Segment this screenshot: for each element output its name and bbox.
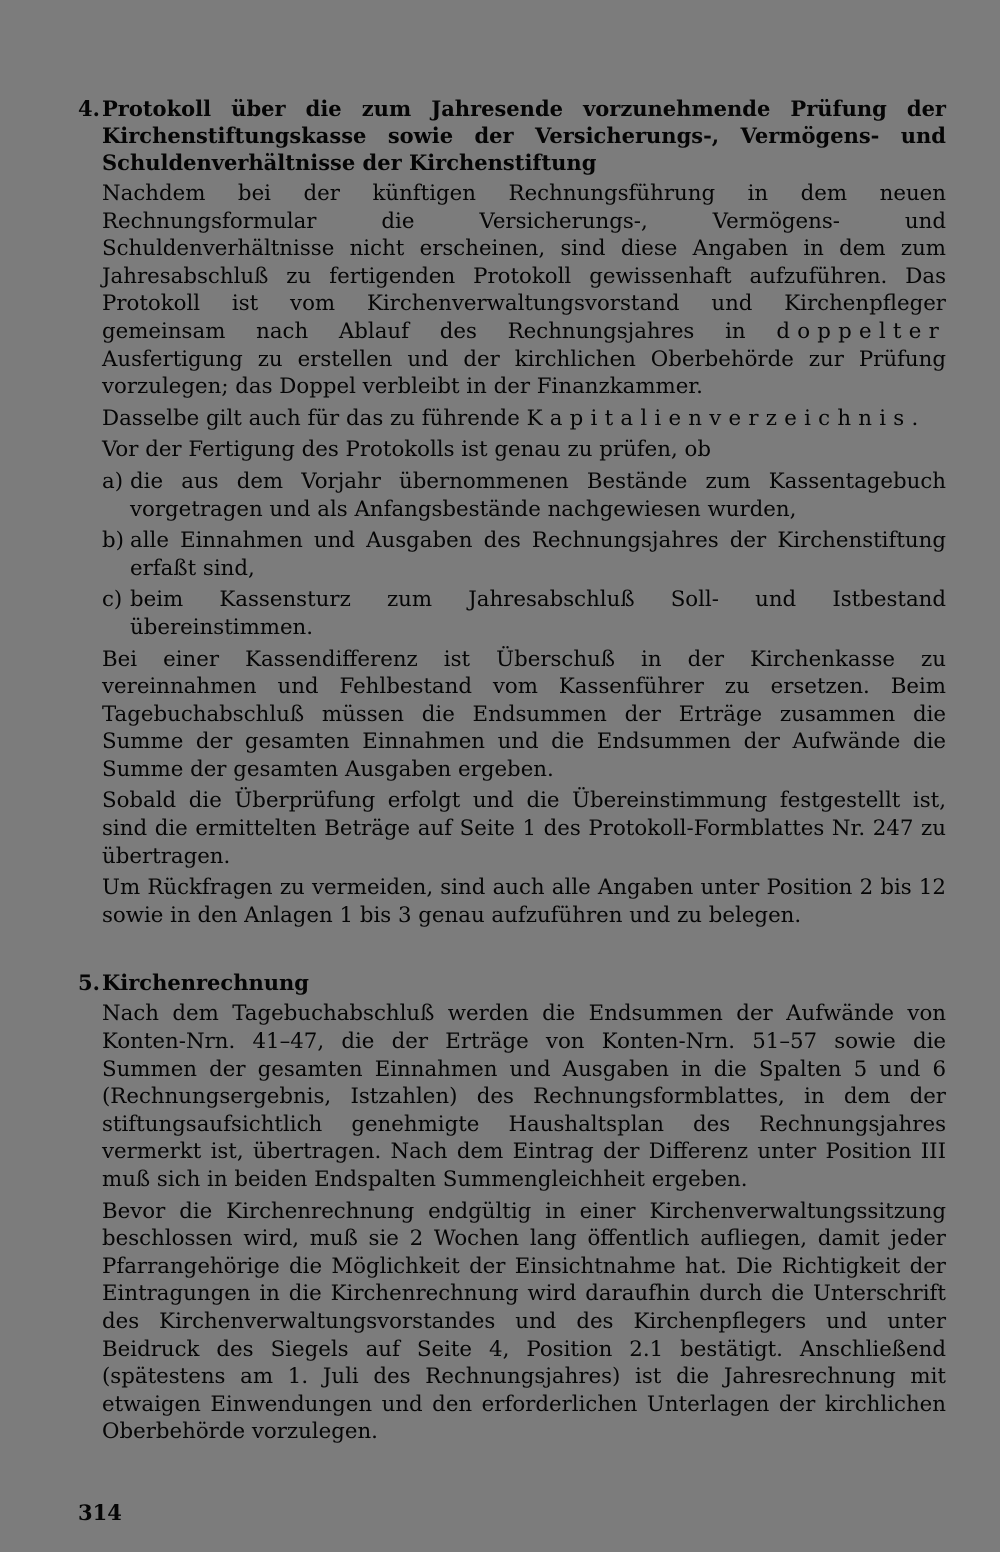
section-4 xyxy=(78,95,946,929)
list-item-text: die aus dem Vorjahr übernommenen Bestände zum Kassentagebuch vorgetragen und als Anfangsbestände nachgewiesen wurden, xyxy=(130,468,946,522)
page-content xyxy=(78,95,946,1446)
section-4-title: Protokoll über die zum Jahresende vorzunehmende Prüfung der Kirchenstiftungskasse sowie der Versicherungs-, Vermögens- und Schuldenverhältnisse der Kirchenstiftung xyxy=(102,96,946,175)
section-4-paragraph-6: Um Rückfragen zu vermeiden, sind auch alle Angaben unter Position 2 bis 12 sowie in den Anlagen 1 bis 3 genau aufzuführen und zu belegen. xyxy=(102,875,946,928)
emphasis-spaced: Kapitalienverzeichnis xyxy=(526,405,912,431)
section-4-paragraph-3: Vor der Fertigung des Protokolls ist genau zu prüfen, ob xyxy=(102,437,711,463)
section-4-paragraph-1 xyxy=(102,180,946,401)
text-run: Dasselbe gilt auch für das zu führende xyxy=(102,405,527,431)
list-item-text: alle Einnahmen und Ausgaben des Rechnungsjahres der Kirchenstiftung erfaßt sind, xyxy=(130,528,946,581)
section-5-title: Kirchenrechnung xyxy=(102,970,309,996)
section-5 xyxy=(78,969,946,1446)
page-number: 314 xyxy=(78,1500,122,1525)
section-4-body xyxy=(102,180,946,929)
section-4-paragraph-2 xyxy=(102,405,946,433)
list-item-text: beim Kassensturz zum Jahresabschluß Soll- und Istbestand übereinstimmen. xyxy=(130,587,946,640)
section-4-heading xyxy=(78,95,946,176)
list-item xyxy=(102,468,946,523)
section-4-number: 4. xyxy=(78,96,100,121)
section-5-number: 5. xyxy=(78,970,100,996)
text-run: Nachdem bei der künftigen Rechnungsführung in dem neuen Rechnungsformular die Versicherungs-, Vermögens- und Schuldenverhältnisse nicht erscheinen, sind diese Angaben in dem zum Jahresabschluß zu fertigenden Protokoll gewissenhaft aufzuführen. Das Protokoll ist vom Kirchenverwaltungsvorstand und Kirchenpfleger gemeinsam nach Ablauf des Rechnungsjahres in xyxy=(102,181,946,344)
text-run: Ausfertigung zu erstellen und der kirchlichen Oberbehörde zur Prüfung vorzulegen; das Doppel verbleibt in der Finanzkammer. xyxy=(102,346,946,400)
list-item xyxy=(102,586,946,641)
section-5-paragraph-2: Bevor die Kirchenrechnung endgültig in einer Kirchenverwaltungssitzung beschlossen wird, muß sie 2 Wochen lang öffentlich aufliegen, damit jeder Pfarrangehörige die Möglichkeit der Einsichtnahme hat. Die Richtigkeit der Eintragungen in die Kirchenrechnung wird daraufhin durch die Unterschrift des Kirchenverwaltungsvorstandes und des Kirchenpflegers und unter Beidruck des Siegels auf Seite 4, Position 2.1 bestätigt. Anschließend (spätestens am 1. Juli des Rechnungsjahres) ist die Jahresrechnung mit etwaigen Einwendungen und den erforderlichen Unterlagen der kirchlichen Oberbehörde vorzulegen. xyxy=(102,1198,946,1445)
list-marker: c) xyxy=(102,587,123,613)
section-5-paragraph-1: Nach dem Tagebuchabschluß werden die Endsummen der Aufwände von Konten-Nrn. 41–47, die der Erträge von Konten-Nrn. 51–57 sowie die Summen der gesamten Einnahmen und Ausgaben in die Spalten 5 und 6 (Rechnungsergebnis, Istzahlen) des Rechnungsformblattes, in dem der stiftungsaufsichtlich genehmigte Haushaltsplan des Rechnungsjahres vermerkt ist, übertragen. Nach dem Eintrag der Differenz unter Position III muß sich in beiden Endspalten Summengleichheit ergeben. xyxy=(102,1001,946,1192)
list-marker: a) xyxy=(102,468,124,494)
list-marker: b) xyxy=(102,528,124,554)
section-4-paragraph-5: Sobald die Überprüfung erfolgt und die Übereinstimmung festgestellt ist, sind die ermittelten Beträge auf Seite 1 des Protokoll-Formblattes Nr. 247 zu übertragen. xyxy=(102,788,946,869)
text-run: . xyxy=(911,405,919,431)
list-item xyxy=(102,527,946,582)
section-5-body xyxy=(102,1000,946,1446)
section-4-paragraph-4: Bei einer Kassendifferenz ist Überschuß in der Kirchenkasse zu vereinnahmen und Fehlbestand vom Kassenführer zu ersetzen. Beim Tagebuchabschluß müssen die Endsummen der Erträge zusammen die Summe der gesamten Einnahmen und die Endsummen der Aufwände die Summe der gesamten Ausgaben ergeben. xyxy=(102,646,946,782)
section-5-heading xyxy=(78,969,946,996)
emphasis-spaced: doppelter xyxy=(776,318,946,344)
